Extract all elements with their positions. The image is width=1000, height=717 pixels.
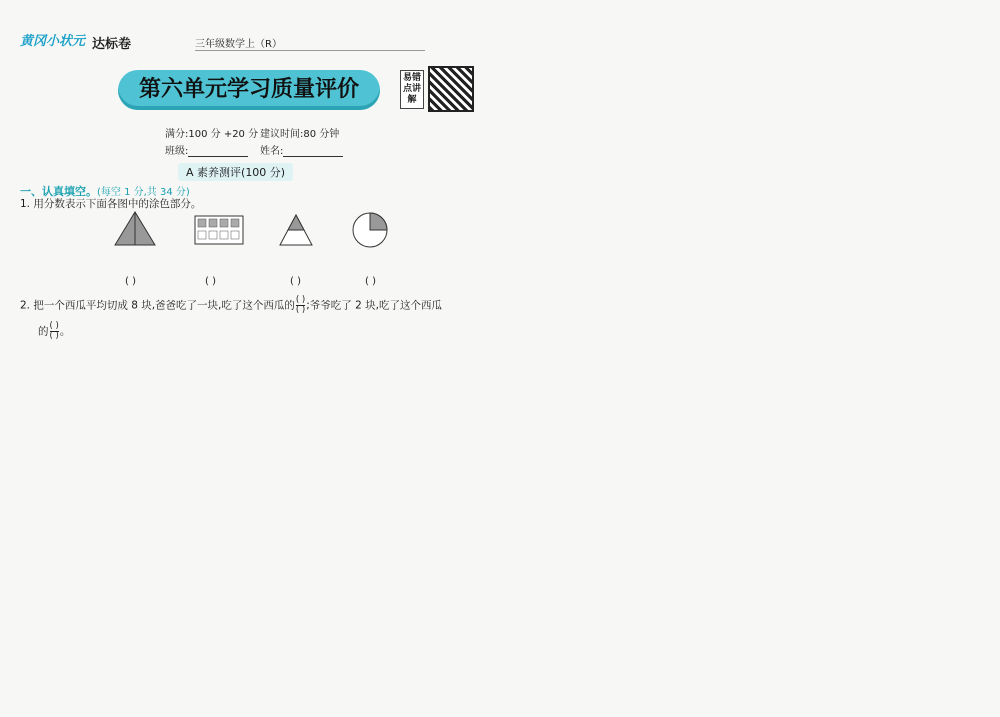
s1-q2: 2. 把一个西瓜平均切成 8 块,爸爸吃了一块,吃了这个西瓜的 $\frac{( )}{( )}$ ;爷爷吃了 2 块,吃了这个西瓜 bbox=[20, 295, 442, 315]
brand-logo: 黄冈小状元 bbox=[20, 34, 86, 49]
q2-text-c: 的 bbox=[38, 325, 49, 338]
qr-code-icon[interactable] bbox=[428, 66, 474, 112]
error-tag: 易错点讲解 bbox=[400, 70, 424, 109]
course-label: 三年级数学上（R） bbox=[195, 35, 425, 51]
s1-q1: 1. 用分数表示下面各图中的涂色部分。 bbox=[20, 198, 202, 210]
q2-text-a: 2. 把一个西瓜平均切成 8 块,爸爸吃了一块,吃了这个西瓜的 bbox=[20, 299, 295, 312]
page-title: 第六单元学习质量评价 bbox=[118, 70, 380, 110]
q1-answer-4[interactable]: ( ) bbox=[365, 276, 376, 287]
class-label: 班级: bbox=[165, 146, 189, 157]
section-1-note: (每空 1 分,共 34 分) bbox=[97, 187, 190, 198]
score-info: 满分:100 分 +20 分 bbox=[165, 129, 259, 140]
s1-q2-cont: 的 $\frac{( )}{( )}$ 。 bbox=[38, 321, 71, 341]
part-a-heading: A 素养测评(100 分) bbox=[178, 163, 293, 181]
q2-text-b: ;爷爷吃了 2 块,吃了这个西瓜 bbox=[306, 299, 442, 312]
q1-answer-1[interactable]: ( ) bbox=[125, 276, 136, 287]
class-field bbox=[165, 142, 248, 157]
brand-sub: 达标卷 bbox=[92, 37, 132, 52]
name-label: 姓名: bbox=[260, 146, 284, 157]
name-input[interactable] bbox=[283, 146, 343, 157]
class-input[interactable] bbox=[188, 146, 248, 157]
q1-answer-3[interactable]: ( ) bbox=[290, 276, 301, 287]
name-field bbox=[260, 142, 343, 157]
q1-figures bbox=[110, 210, 410, 270]
section-1-title: 一、认真填空。 bbox=[20, 185, 97, 198]
time-info: 建议时间:80 分钟 bbox=[260, 129, 340, 140]
q1-answer-2[interactable]: ( ) bbox=[205, 276, 216, 287]
